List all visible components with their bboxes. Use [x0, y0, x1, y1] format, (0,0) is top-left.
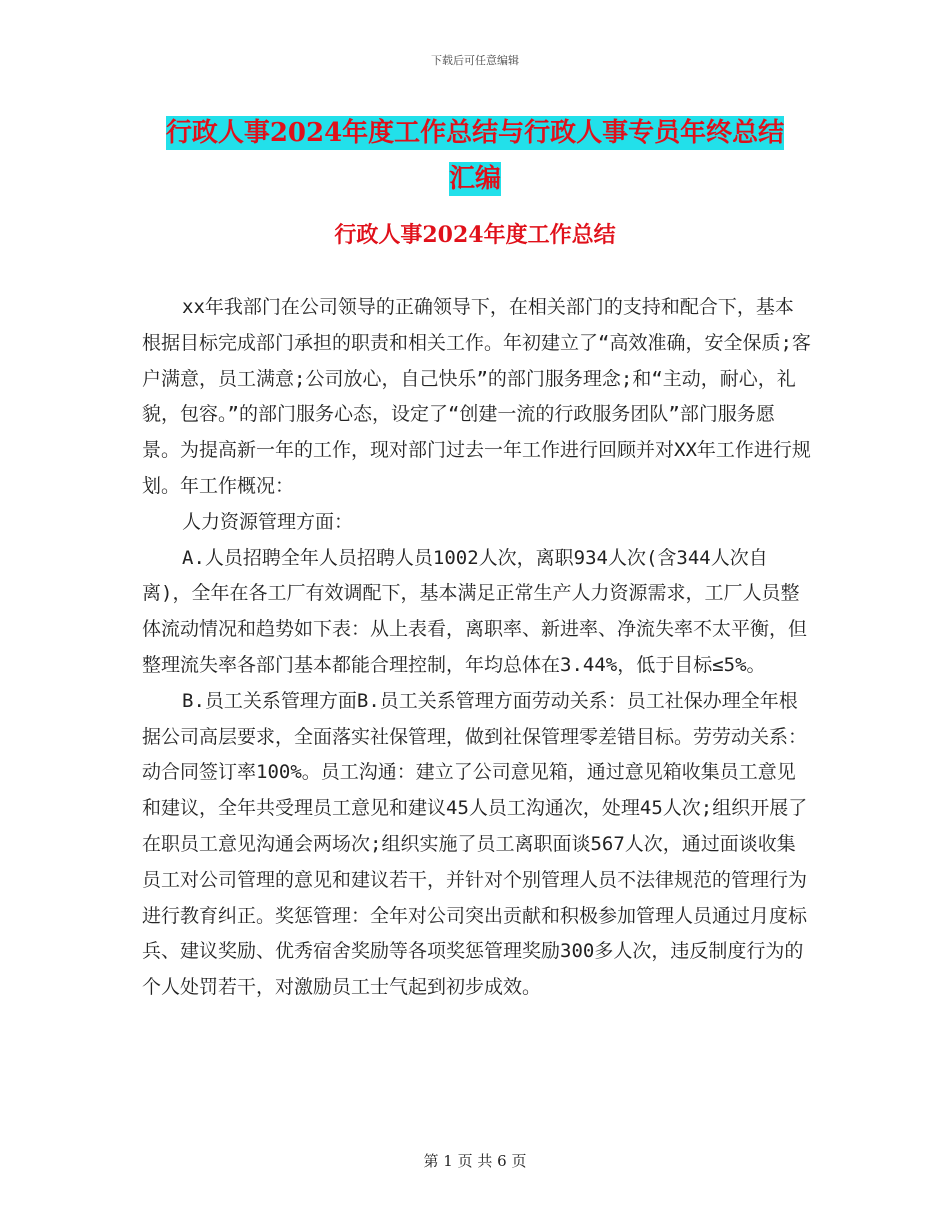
page-number: 第 1 页 共 6 页: [423, 1152, 527, 1170]
document-body: [142, 290, 812, 1006]
title-line-2: 汇编: [448, 164, 501, 194]
document-title: [0, 110, 950, 202]
header-note: 下载后可任意编辑: [431, 54, 519, 67]
paragraph-recruitment: A.人员招聘全年人员招聘人员1002人次，离职934人次(含344人次自离)，全年在各工厂有效调配下，基本满足正常生产人力资源需求，工厂人员整体流动情况和趋势如下表：从上表看，离职率、新进率、净流失率不太平衡，但整理流失率各部门基本都能合理控制，年均总体在3.44%，低于目标≤5%。: [142, 546, 808, 676]
paragraph-intro: xx年我部门在公司领导的正确领导下，在相关部门的支持和配合下，基本根据目标完成部门承担的职责和相关工作。年初建立了“高效准确，安全保质;客户满意，员工满意;公司放心，自己快乐”的部门服务理念;和“主动，耐心，礼貌，包容。”的部门服务心态，设定了“创建一流的行政服务团队”部门服务愿景。为提高新一年的工作，现对部门过去一年工作进行回顾并对XX年工作进行规划。年工作概况：: [142, 296, 811, 497]
title-line-1: 行政人事2024年度工作总结与行政人事专员年终总结: [165, 118, 785, 148]
paragraph-employee-relations: B.员工关系管理方面B.员工关系管理方面劳动关系：员工社保办理全年根据公司高层要求，全面落实社保管理，做到社保管理零差错目标。劳劳动关系：动合同签订率100%。员工沟通：建立了公司意见箱，通过意见箱收集员工意见和建议，全年共受理员工意见和建议45人员工沟通次，处理45人次;组织开展了在职员工意见沟通会两场次;组织实施了员工离职面谈567人次，通过面谈收集员工对公司管理的意见和建议若干，并针对个别管理人员不法律规范的管理行为进行教育纠正。奖惩管理：全年对公司突出贡献和积极参加管理人员通过月度标兵、建议奖励、优秀宿舍奖励等各项奖惩管理奖励300多人次，违反制度行为的个人处罚若干，对激励员工士气起到初步成效。: [142, 689, 808, 999]
paragraph-hr-heading: 人力资源管理方面：: [182, 510, 354, 533]
section-title: 行政人事2024年度工作总结: [334, 222, 616, 248]
